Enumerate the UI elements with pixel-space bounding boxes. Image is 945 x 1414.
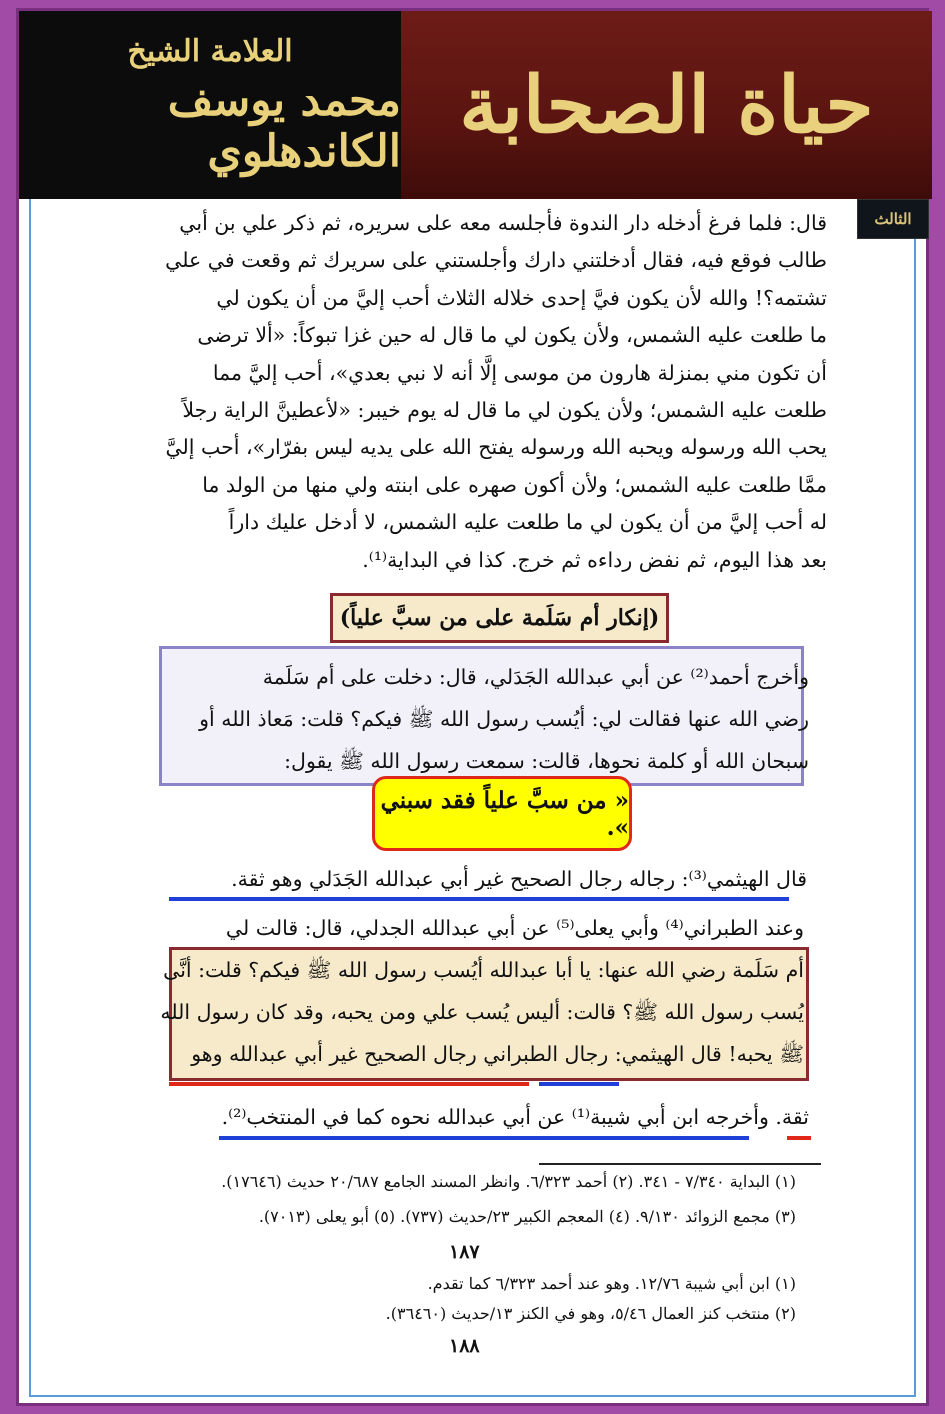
underline-red <box>787 1136 811 1140</box>
text-line: ممَّا طلعت عليه الشمس؛ ولأن أكون صهره على ابنته ولي منها من الولد ما <box>202 472 827 497</box>
book-page <box>16 8 929 1406</box>
paragraph-3 <box>160 907 804 1075</box>
header-banner <box>19 11 932 199</box>
text-line: وأخرج أحمد⁽²⁾ عن أبي عبدالله الجَدَلي، قال: دخلت على أم سَلَمة <box>262 665 809 689</box>
footnote-line: (١) البداية ٧/٣٤٠ - ٣٤١. (٢) أحمد ٦/٣٢٣. وانظر المسند الجامع ٢٠/٦٨٧ حديث (١٧٦٤٦). <box>221 1172 796 1191</box>
text-line: طلعت عليه الشمس؛ ولأن يكون لي ما قال له يوم خيبر: «لأعطينَّ الراية رجلاً <box>182 398 827 423</box>
text-line: طالب فوقع فيه، فقال أدخلتني دارك وأجلستني على سريرك ثم وقعت في علي <box>165 248 827 273</box>
text-line: أم سَلَمة رضي الله عنها: يا أبا عبدالله أيُسب رسول الله ﷺ فيكم؟ قلت: أنَّى <box>163 958 804 982</box>
underline-blue <box>539 1082 619 1086</box>
underline-red <box>169 1082 529 1086</box>
footnote-line: (١) ابن أبي شيبة ١٢/٧٦. وهو عند أحمد ٦/٣٢٣ كما تقدم. <box>427 1274 796 1293</box>
text-line: وعند الطبراني⁽⁴⁾ وأبي يعلى⁽⁵⁾ عن أبي عبدالله الجدلي، قال: قالت لي <box>225 916 804 940</box>
hadith-quote: « من سبَّ علياً فقد سبني ». <box>372 776 632 851</box>
volume-tag: الثالث <box>857 199 929 239</box>
text-line: أن تكون مني بمنزلة هارون من موسى إلَّا أنه لا نبي بعدي»، أحب إليَّ مما <box>212 360 827 385</box>
paragraph-4 <box>189 1099 809 1135</box>
footnote-rule <box>539 1163 821 1165</box>
author-panel <box>19 11 401 199</box>
paragraph-1 <box>167 205 827 579</box>
text-line: رضي الله عنها فقالت لي: أيُسب رسول الله ﷺ فيكم؟ قلت: مَعاذ الله أو <box>199 707 809 731</box>
footnote-line: (٣) مجمع الزوائد ٩/١٣٠. (٤) المعجم الكبير ٢٣/حديث (٧٣٧). (٥) أبو يعلى (٧٠١٣). <box>258 1207 796 1226</box>
text-line: ما طلعت عليه الشمس، ولأن يكون لي ما قال له حين غزا تبوكاً: «ألا ترضى <box>197 323 827 348</box>
page-number: ١٨٨ <box>449 1335 480 1357</box>
book-title: حياة الصحابة <box>459 59 874 151</box>
section-heading: (إنكار أم سَلَمة على من سبَّ علياً) <box>330 593 669 643</box>
author-name: محمد يوسف الكاندهلوي <box>167 74 401 177</box>
text-line: يُسب رسول الله ﷺ؟ قالت: أليس يُسب علي ومن يحبه، وقد كان رسول الله <box>160 1000 804 1024</box>
text-line: يحب الله ورسوله ويحبه الله ورسوله يفتح الله على يديه ليس بفرّار»، أحب إليَّ <box>165 435 827 460</box>
text-line: قال: فلما فرغ أدخله دار الندوة فأجلسه معه على سريره، ثم ذكر علي بن أبي <box>179 211 827 235</box>
title-panel <box>401 11 932 199</box>
text-line: له أحب إليَّ من أن يكون لي ما طلعت عليه الشمس، لا أدخل عليك داراً <box>228 510 827 535</box>
underline-blue <box>169 897 789 901</box>
text-line: سبحان الله أو كلمة نحوها، قالت: سمعت رسول الله ﷺ يقول: <box>284 749 809 773</box>
text-line: تشتمه؟! والله لأن يكون فيَّ إحدى خلاله الثلاث أحب إليَّ من أن يكون لي <box>216 285 827 310</box>
text-line: ثقة. وأخرجه ابن أبي شيبة⁽¹⁾ عن أبي عبدالله نحوه كما في المنتخب⁽²⁾. <box>221 1105 809 1129</box>
footnote-line: (٢) منتخب كنز العمال ٥/٤٦، وهو في الكنز ١٣/حديث (٣٦٤٦٠). <box>385 1304 796 1323</box>
text-line: قال الهيثمي⁽³⁾: رجاله رجال الصحيح غير أبي عبدالله الجَدَلي وهو ثقة. <box>231 867 807 891</box>
page-number: ١٨٧ <box>449 1241 480 1263</box>
text-line: ﷺ يحبه! قال الهيثمي: رجال الطبراني رجال الصحيح غير أبي عبدالله وهو <box>191 1042 804 1066</box>
author-title: العلامة الشيخ <box>127 33 293 69</box>
paragraph-2 <box>169 656 809 782</box>
haythami-note <box>167 861 807 897</box>
underline-blue <box>219 1136 749 1140</box>
text-line: بعد هذا اليوم، ثم نفض رداءه ثم خرج. كذا في البداية⁽¹⁾. <box>362 547 827 572</box>
